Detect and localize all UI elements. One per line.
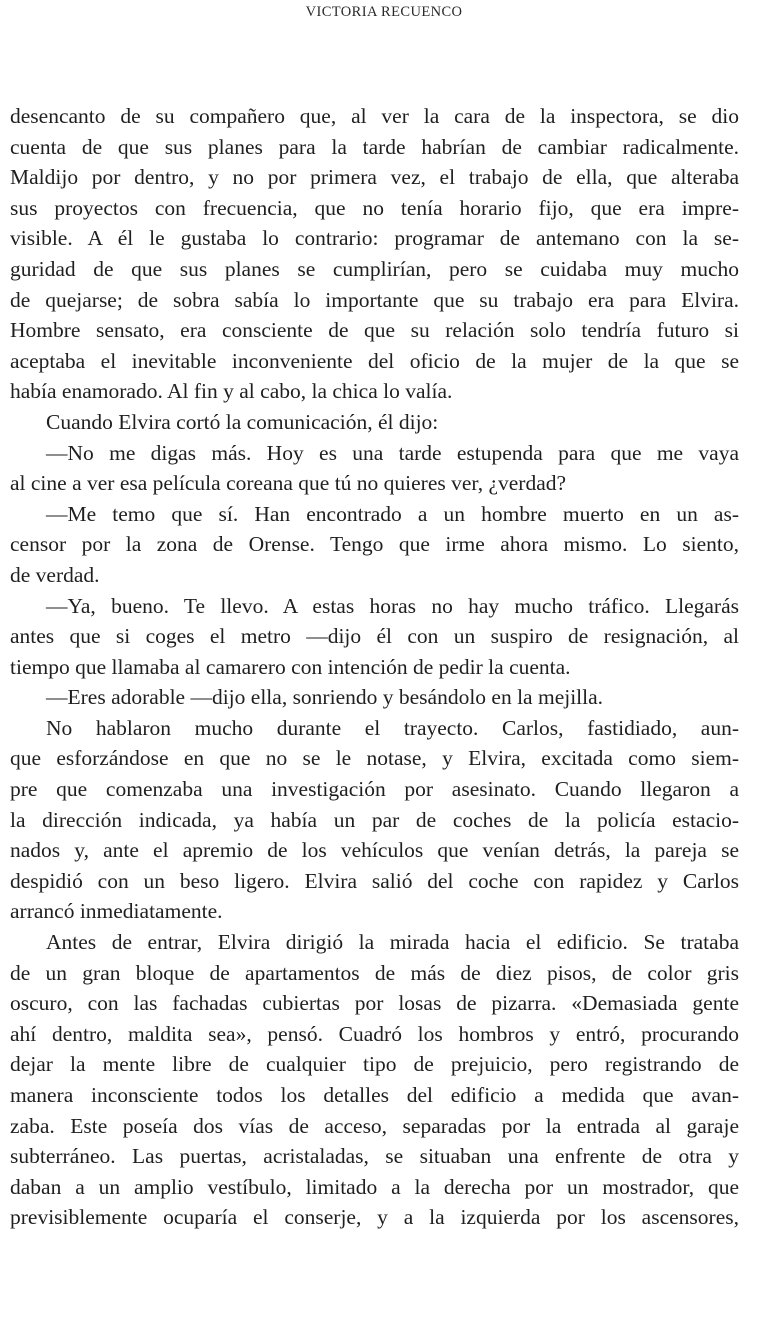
text-line: Antes de entrar, Elvira dirigió la mirada hacia el edificio. Se trataba [46,930,739,955]
text-line: cuenta de que sus planes para la tarde habrían de cambiar radicalmente. [10,134,739,159]
text-line: aceptaba el inevitable inconveniente del oficio de la mujer de la que se [10,348,739,373]
text-line: al cine a ver esa película coreana que tú no quieres ver, ¿verdad? [10,471,567,496]
text-line: había enamorado. Al fin y al cabo, la chica lo valía. [10,379,453,404]
text-line: que esforzándose en que no se le notase, y Elvira, excitada como siem- [10,746,739,771]
text-line: zaba. Este poseía dos vías de acceso, separadas por la entrada al garaje [10,1113,739,1138]
text-line: —Ya, bueno. Te llevo. A estas horas no hay mucho tráfico. Llegarás [46,593,739,618]
text-line: manera inconsciente todos los detalles del edificio a medida que avan- [10,1083,739,1107]
text-line: Cuando Elvira cortó la comunicación, él dijo: [46,409,439,434]
text-line: de quejarse; de sobra sabía lo importante que su trabajo era para Elvira. [10,287,739,312]
text-line: sus proyectos con frecuencia, que no tenía horario fijo, que era impre- [10,195,739,220]
text-line: despidió con un beso ligero. Elvira salió del coche con rapidez y Carlos [10,868,739,893]
text-line: previsiblemente ocuparía el conserje, y a la izquierda por los ascensores, [10,1205,739,1230]
text-line: de verdad. [10,562,100,587]
text-line: censor por la zona de Orense. Tengo que irme ahora mismo. Lo siento, [10,532,739,557]
text-line: la dirección indicada, ya había un par de coches de la policía estacio- [10,807,739,832]
text-line: oscuro, con las fachadas cubiertas por losas de pizarra. «Demasiada gente [10,991,739,1016]
text-line: guridad de que sus planes se cumplirían, pero se cuidaba muy mucho [10,256,739,281]
text-line: arrancó inmediatamente. [10,899,223,924]
text-line: Maldijo por dentro, y no por primera vez, el trabajo de ella, que alteraba [10,165,739,190]
text-line: nados y, ante el apremio de los vehículos que venían detrás, la pareja se [10,838,739,863]
text-line: No hablaron mucho durante el trayecto. Carlos, fastidiado, aun- [46,715,739,740]
text-line: ahí dentro, maldita sea», pensó. Cuadró los hombros y entró, procurando [10,1021,739,1046]
text-line: desencanto de su compañero que, al ver la cara de la inspectora, se dio [10,104,739,128]
text-line: —No me digas más. Hoy es una tarde estupenda para que me vaya [46,440,739,465]
text-line: pre que comenzaba una investigación por asesinato. Cuando llegaron a [10,777,739,802]
text-line: subterráneo. Las puertas, acristaladas, se situaban una enfrente de otra y [10,1144,739,1169]
text-line: antes que si coges el metro —dijo él con un suspiro de resignación, al [10,624,739,649]
text-line: —Eres adorable —dijo ella, sonriendo y besándolo en la mejilla. [46,685,604,710]
text-line: visible. A él le gustaba lo contrario: programar de antemano con la se- [10,226,739,251]
running-head: VICTORIA RECUENCO [305,4,463,20]
text-line: de un gran bloque de apartamentos de más de diez pisos, de color gris [10,960,739,985]
text-line: Hombre sensato, era consciente de que su relación solo tendría futuro si [10,318,739,343]
text-line: tiempo que llamaba al camarero con intención de pedir la cuenta. [10,654,571,679]
body-text [10,101,739,1233]
text-line: dejar la mente libre de cualquier tipo de prejuicio, pero registrando de [10,1052,739,1077]
text-line: —Me temo que sí. Han encontrado a un hombre muerto en un as- [46,501,739,526]
text-line: daban a un amplio vestíbulo, limitado a la derecha por un mostrador, que [10,1174,739,1199]
